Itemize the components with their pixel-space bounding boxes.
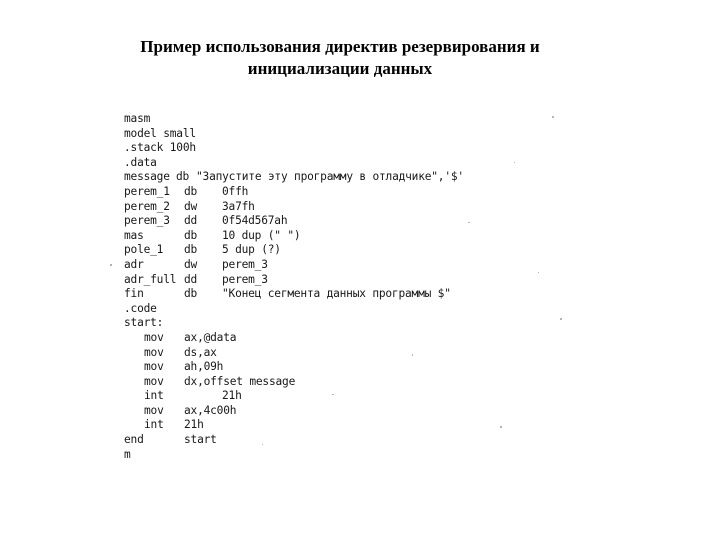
scan-speck <box>412 354 413 356</box>
instruction-operands: 21h <box>184 418 204 432</box>
instruction-row <box>124 403 237 419</box>
data-value: "Конец сегмента данных программы $" <box>222 287 451 301</box>
directive-data: .data <box>124 155 157 169</box>
directive-code: .code <box>124 301 157 315</box>
code-line-cut <box>124 447 163 461</box>
end-directive: end <box>124 433 144 447</box>
instruction-row <box>124 345 217 361</box>
data-directive: dd <box>184 272 198 286</box>
scan-speck <box>468 222 470 223</box>
data-value: 10 dup (" ") <box>222 228 301 242</box>
scan-speck <box>332 394 334 395</box>
instruction-mnemonic: mov <box>144 345 164 359</box>
data-definition-row <box>124 272 268 288</box>
data-definition-row <box>124 228 301 244</box>
data-definition-row <box>124 257 268 273</box>
code-line <box>124 156 163 171</box>
data-label: perem_2 <box>124 199 170 213</box>
data-directive: db <box>184 184 198 198</box>
data-value: perem_3 <box>222 272 268 286</box>
cut-off-text: m <box>124 447 131 461</box>
title-line-1: Пример использования директив резервирования и <box>140 37 540 56</box>
scan-speck <box>514 162 515 163</box>
directive-masm: masm <box>124 112 151 125</box>
data-directive: db <box>184 287 198 301</box>
data-directive: db <box>184 228 198 242</box>
instruction-mnemonic: mov <box>144 403 164 417</box>
data-value: 5 dup (?) <box>222 243 281 257</box>
data-value: perem_3 <box>222 257 268 271</box>
data-label: pole_1 <box>124 243 164 257</box>
data-label: adr_full <box>124 272 177 286</box>
instruction-operands: 21h <box>222 389 242 403</box>
slide-title <box>60 36 620 80</box>
instruction-row <box>124 330 237 346</box>
data-value: 0ffh <box>222 184 249 198</box>
instruction-mnemonic: mov <box>144 330 164 344</box>
data-value: 3a7fh <box>222 199 255 213</box>
end-target: start <box>184 433 217 447</box>
instruction-row <box>124 418 204 433</box>
code-line <box>124 112 163 127</box>
data-label: mas <box>124 228 144 242</box>
code-line <box>124 302 163 317</box>
code-listing-scan <box>112 104 582 460</box>
data-definition-row <box>124 184 249 200</box>
data-directive: db <box>176 170 190 184</box>
data-definition-row <box>124 170 464 185</box>
scan-speck <box>110 264 112 266</box>
data-directive: dw <box>184 199 198 213</box>
data-value: "Запустите эту программу в отладчике",'$' <box>196 170 464 184</box>
instruction-operands: ah,09h <box>184 360 224 374</box>
data-label: adr <box>124 257 144 271</box>
instruction-mnemonic: mov <box>144 360 164 374</box>
instruction-row <box>124 360 224 375</box>
data-value: 0f54d567ah <box>222 214 288 228</box>
data-label: fin <box>124 287 144 301</box>
scan-speck <box>262 444 263 445</box>
instruction-mnemonic: int <box>144 389 164 403</box>
directive-stack: .stack 100h <box>124 141 196 155</box>
instruction-operands: ax,4c00h <box>184 403 237 417</box>
instruction-mnemonic: mov <box>144 374 164 388</box>
scan-speck <box>552 116 554 118</box>
instruction-operands: dx,offset message <box>184 374 296 388</box>
data-directive: dw <box>184 257 198 271</box>
code-listing <box>124 112 464 461</box>
data-label: message <box>124 170 170 184</box>
data-definition-row <box>124 199 255 215</box>
code-line <box>124 126 196 142</box>
directive-model: model small <box>124 126 196 140</box>
data-label: perem_1 <box>124 184 170 198</box>
title-line-2: инициализации данных <box>247 59 433 78</box>
code-line <box>124 316 163 331</box>
data-label: perem_3 <box>124 214 170 228</box>
start-label: start: <box>124 316 164 330</box>
data-definition-row <box>124 287 451 302</box>
instruction-operands: ds,ax <box>184 345 217 359</box>
instruction-mnemonic: int <box>144 418 164 432</box>
instruction-row <box>124 389 242 404</box>
scan-speck <box>560 318 562 320</box>
data-definition-row <box>124 214 288 229</box>
scan-speck <box>538 272 539 273</box>
instruction-row <box>124 374 296 390</box>
code-line <box>124 433 217 448</box>
data-directive: db <box>184 243 198 257</box>
instruction-operands: ax,@data <box>184 330 237 344</box>
scan-speck <box>500 426 502 428</box>
data-directive: dd <box>184 214 198 228</box>
code-line <box>124 141 196 156</box>
data-definition-row <box>124 243 281 258</box>
